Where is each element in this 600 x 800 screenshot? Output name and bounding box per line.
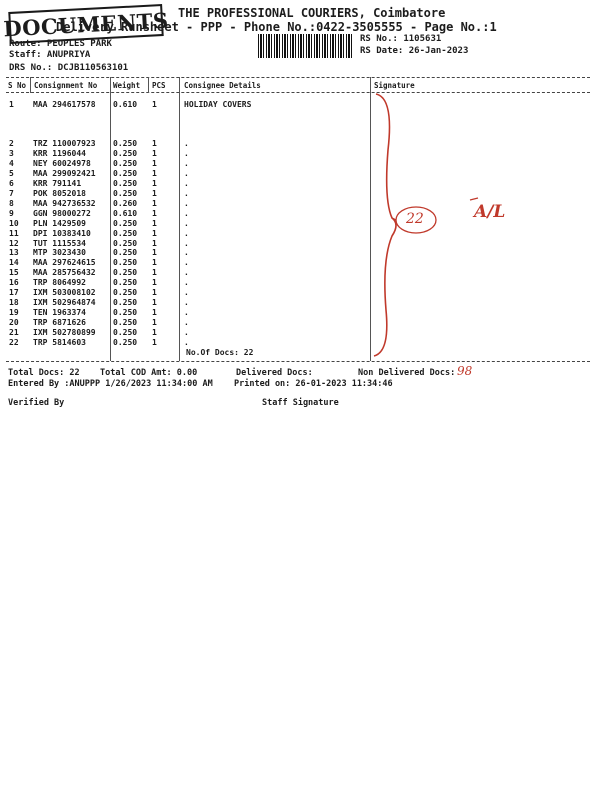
col-header-consignee: Consignee Details — [184, 81, 261, 90]
col-header-weight: Weight — [113, 81, 141, 90]
row-consignment-no: MAA 942736532 — [33, 198, 96, 208]
drs-number: DRS No.: DCJB110563101 — [9, 63, 129, 73]
row-pcs: 1 — [152, 139, 157, 148]
row-weight: 0.250 — [113, 278, 138, 288]
row-pcs: 1 — [152, 328, 157, 338]
row-consignment-no: TRP 8064992 — [33, 278, 86, 288]
col-divider — [148, 77, 149, 93]
row-sno: 1 — [9, 100, 14, 109]
col-header-sno: S No — [8, 81, 27, 90]
row-consignee: . — [184, 148, 189, 158]
row-weight: 0.610 — [113, 208, 138, 218]
row-weight: 0.250 — [113, 248, 138, 258]
printed-on: Printed on: 26-01-2023 11:34:46 — [234, 379, 393, 389]
row-consignment-no: TRZ 110007923 — [33, 139, 96, 148]
row-weight: 0.250 — [113, 168, 138, 178]
row-sno: 20 — [9, 318, 19, 328]
row-pcs: 1 — [152, 308, 157, 318]
row-sno: 12 — [9, 238, 19, 248]
row-pcs: 1 — [152, 188, 157, 198]
row-pcs: 1 — [152, 218, 157, 228]
col-divider — [30, 77, 31, 93]
rs-number: RS No.: 1105631 — [360, 34, 442, 44]
row-pcs: 1 — [152, 238, 157, 248]
row-consignment-no: TUT 1115534 — [33, 238, 86, 248]
staff-signature: Staff Signature — [262, 398, 339, 408]
row-pcs: 1 — [152, 148, 157, 158]
row-consignment-no: POK 8052018 — [33, 188, 86, 198]
row-consignment-no: TRP 5814603 — [33, 338, 86, 347]
row-consignment-no: IXM 502780899 — [33, 328, 96, 338]
row-weight: 0.250 — [113, 258, 138, 268]
row-sno: 9 — [9, 208, 14, 218]
entered-by: Entered By :ANUPPP 1/26/2023 11:34:00 AM — [8, 379, 213, 389]
row-sno: 2 — [9, 139, 14, 148]
row-consignee: . — [184, 258, 189, 268]
row-pcs: 1 — [152, 158, 157, 168]
row-sno: 4 — [9, 158, 14, 168]
initials: A/L — [474, 202, 506, 222]
row-consignment-no: IXM 502964874 — [33, 298, 96, 308]
company-title: THE PROFESSIONAL COURIERS, Coimbatore — [178, 6, 446, 20]
row-consignee: . — [184, 248, 189, 258]
row-sno: 10 — [9, 218, 19, 228]
col-divider — [179, 77, 180, 361]
staff-label: Staff: ANUPRIYA — [9, 50, 91, 60]
no-of-docs: No.Of Docs: 22 — [186, 348, 254, 357]
row-consignment-no: MAA 297624615 — [33, 258, 96, 268]
row-consignee: . — [184, 228, 189, 238]
row-consignee: . — [184, 168, 189, 178]
row-sno: 6 — [9, 178, 14, 188]
total-cod-amount: Total COD Amt: 0.00 — [100, 368, 198, 378]
row-pcs: 1 — [152, 258, 157, 268]
row-consignment-no: MAA 294617578 — [33, 100, 96, 109]
circled-count: 22 — [406, 211, 424, 227]
row-sno: 11 — [9, 228, 19, 238]
row-weight: 0.250 — [113, 238, 138, 248]
rs-date: RS Date: 26-Jan-2023 — [360, 46, 469, 56]
table-bottom-rule — [6, 361, 590, 362]
row-consignee: . — [184, 208, 189, 218]
row-sno: 3 — [9, 148, 14, 158]
row-pcs: 1 — [152, 288, 157, 298]
row-weight: 0.610 — [113, 100, 138, 109]
row-pcs: 1 — [152, 198, 157, 208]
row-weight: 0.250 — [113, 139, 138, 148]
handwritten-signature — [370, 90, 530, 360]
row-weight: 0.250 — [113, 188, 138, 198]
total-docs: Total Docs: 22 — [8, 368, 80, 378]
documents-stamp: DOCUMENTS — [8, 4, 163, 44]
row-sno: 7 — [9, 188, 14, 198]
row-weight: 0.250 — [113, 318, 138, 328]
row-consignment-no: KRR 791141 — [33, 178, 82, 188]
row-weight: 0.250 — [113, 268, 138, 278]
row-consignment-no: TRP 6871626 — [33, 318, 86, 328]
row-consignee: . — [184, 158, 189, 168]
row-consignee: . — [184, 178, 189, 188]
row-pcs: 1 — [152, 278, 157, 288]
row-sno: 13 — [9, 248, 19, 258]
runsheet-subtitle: Delivery Runsheet - PPP - Phone No.:0422-3505555 - Page No.:1 — [56, 20, 497, 34]
row-weight: 0.260 — [113, 198, 138, 208]
row-sno: 16 — [9, 278, 19, 288]
row-sno: 17 — [9, 288, 19, 298]
row-weight: 0.250 — [113, 308, 138, 318]
row-consignee: . — [184, 318, 189, 328]
col-header-consignment: Consignment No — [34, 81, 98, 90]
row-pcs: 1 — [152, 268, 157, 278]
row-consignment-no: IXM 503008102 — [33, 288, 96, 298]
col-header-pcs: PCS — [152, 81, 166, 90]
row-pcs: 1 — [152, 298, 157, 308]
row-pcs: 1 — [152, 208, 157, 218]
row-consignment-no: KRR 1196044 — [33, 148, 86, 158]
row-consignee: . — [184, 308, 189, 318]
delivered-docs: Delivered Docs: — [236, 368, 313, 378]
row-consignee: . — [184, 328, 189, 338]
col-divider — [110, 77, 111, 361]
row-pcs: 1 — [152, 100, 157, 109]
route-label: Route: PEOPLES PARK — [9, 39, 112, 49]
row-consignee: . — [184, 218, 189, 228]
row-sno: 21 — [9, 328, 19, 338]
row-consignee: HOLIDAY COVERS — [184, 100, 252, 109]
row-pcs: 1 — [152, 228, 157, 238]
row-sno: 15 — [9, 268, 19, 278]
row-sno: 14 — [9, 258, 19, 268]
row-consignment-no: GGN 98000272 — [33, 208, 91, 218]
table-top-rule — [6, 77, 590, 78]
row-sno: 22 — [9, 338, 19, 347]
row-weight: 0.250 — [113, 158, 138, 168]
col-header-signature: Signature — [374, 81, 415, 90]
row-pcs: 1 — [152, 248, 157, 258]
row-weight: 0.250 — [113, 178, 138, 188]
row-consignee: . — [184, 288, 189, 298]
row-consignee: . — [184, 139, 189, 148]
row-weight: 0.250 — [113, 298, 138, 308]
row-pcs: 1 — [152, 338, 157, 347]
barcode-image — [258, 34, 354, 58]
row-consignment-no: MAA 285756432 — [33, 268, 96, 278]
row-consignment-no: NEY 60024978 — [33, 158, 91, 168]
row-consignee: . — [184, 198, 189, 208]
verified-by: Verified By — [8, 398, 65, 408]
row-weight: 0.250 — [113, 228, 138, 238]
row-consignee: . — [184, 278, 189, 288]
row-weight: 0.250 — [113, 288, 138, 298]
row-weight: 0.250 — [113, 338, 138, 347]
non-delivered-docs: Non Delivered Docs: — [358, 368, 456, 378]
row-weight: 0.250 — [113, 148, 138, 158]
row-pcs: 1 — [152, 318, 157, 328]
row-consignee: . — [184, 238, 189, 248]
row-sno: 19 — [9, 308, 19, 318]
delivered-handwritten-count: 98 — [457, 364, 473, 378]
row-consignment-no: MAA 299092421 — [33, 168, 96, 178]
row-consignee: . — [184, 298, 189, 308]
row-consignee: . — [184, 268, 189, 278]
brace-mark — [374, 94, 396, 356]
row-consignment-no: DPI 10383410 — [33, 228, 91, 238]
row-consignee: . — [184, 188, 189, 198]
row-weight: 0.250 — [113, 218, 138, 228]
row-consignment-no: PLN 1429509 — [33, 218, 86, 228]
row-pcs: 1 — [152, 168, 157, 178]
row-pcs: 1 — [152, 178, 157, 188]
row-consignment-no: MTP 3023430 — [33, 248, 86, 258]
row-sno: 18 — [9, 298, 19, 308]
row-sno: 8 — [9, 198, 14, 208]
row-consignment-no: TEN 1963374 — [33, 308, 86, 318]
row-sno: 5 — [9, 168, 14, 178]
row-weight: 0.250 — [113, 328, 138, 338]
row-consignee: . — [184, 338, 189, 347]
